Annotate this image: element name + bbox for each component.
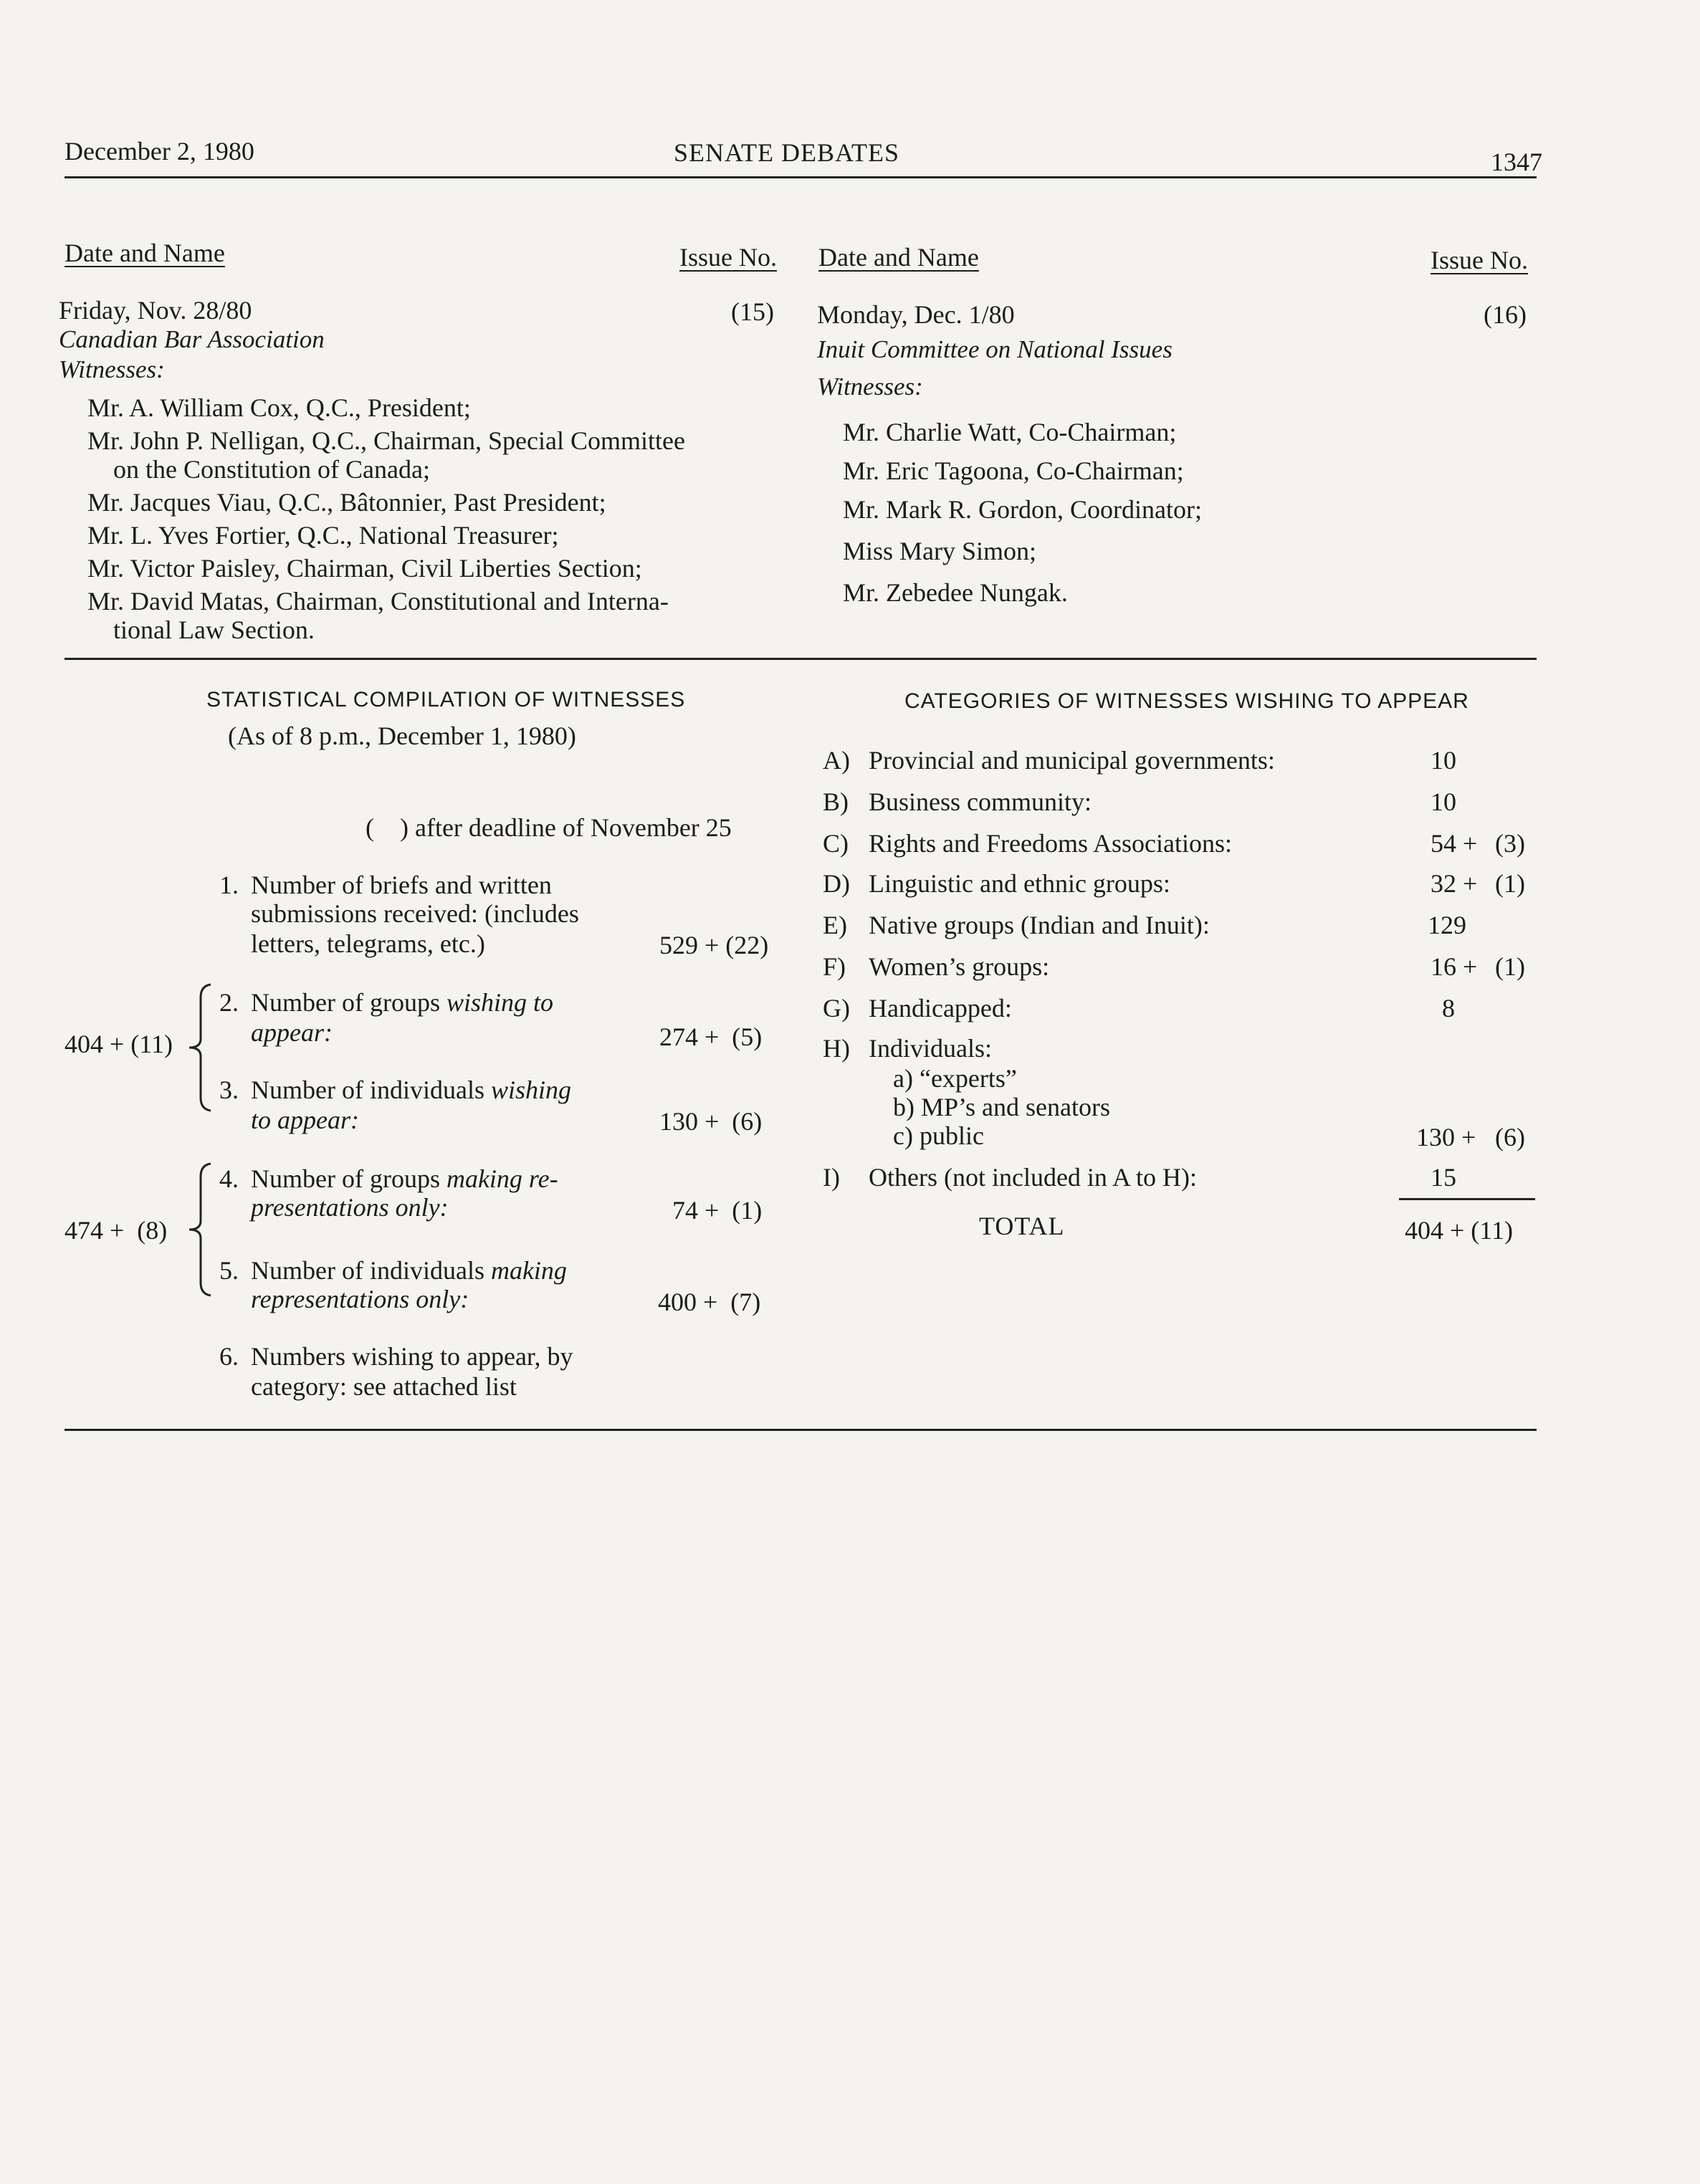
category-label: Linguistic and ethnic groups: — [869, 869, 1170, 898]
stats-item-text: Number of briefs and written — [251, 871, 552, 899]
stats-item-value: 529 + (22) — [659, 931, 769, 959]
stats-item-text: representations only: — [251, 1285, 469, 1313]
stats-item-text: presentations only: — [251, 1193, 449, 1222]
right-witness: Miss Mary Simon; — [843, 537, 1037, 565]
stats-item-number: 3. — [219, 1076, 239, 1104]
left-witnesses-label: Witnesses: — [59, 355, 165, 383]
stats-item-text: Number of individuals making — [251, 1256, 567, 1285]
left-witness: Mr. David Matas, Chairman, Constitutional and Interna- — [87, 587, 669, 616]
category-value: 15 — [1431, 1163, 1456, 1192]
stats-item-text: Number of groups wishing to — [251, 988, 553, 1017]
stats-legend: ( ) after deadline of November 25 — [366, 813, 732, 842]
stats-item-text: Number of groups making re- — [251, 1164, 558, 1193]
right-issue-number: (16) — [1484, 300, 1527, 329]
left-issue-number: (15) — [731, 297, 774, 326]
stats-item-text: category: see attached list — [251, 1372, 517, 1401]
total-rule — [1399, 1198, 1535, 1200]
category-value: 16 + — [1431, 952, 1478, 981]
header-date: December 2, 1980 — [65, 137, 254, 166]
category-label: Handicapped: — [869, 994, 1012, 1022]
categories-title: CATEGORIES OF WITNESSES WISHING TO APPEAR — [904, 689, 1469, 713]
left-meeting-date: Friday, Nov. 28/80 — [59, 296, 252, 325]
category-value: 10 — [1431, 787, 1456, 816]
right-date-name-header: Date and Name — [818, 243, 979, 272]
category-label: Individuals: — [869, 1034, 992, 1063]
left-date-name-header: Date and Name — [65, 239, 225, 267]
brace-total: 474 + (8) — [65, 1216, 168, 1245]
left-witness: Mr. John P. Nelligan, Q.C., Chairman, Special Committee — [87, 426, 685, 455]
category-letter: B) — [823, 787, 849, 816]
category-letter: A) — [823, 746, 850, 775]
category-label: Provincial and municipal governments: — [869, 746, 1275, 775]
category-late-count: (1) — [1495, 952, 1525, 981]
right-witness: Mr. Zebedee Nungak. — [843, 578, 1068, 607]
bottom-rule — [65, 1429, 1537, 1431]
category-letter: D) — [823, 869, 850, 898]
stats-item-text: to appear: — [251, 1106, 359, 1134]
brace-bracket — [185, 1162, 214, 1297]
category-value: 54 + — [1431, 829, 1478, 858]
stats-item-text: appear: — [251, 1018, 333, 1047]
category-letter: I) — [823, 1163, 840, 1192]
left-witness-continued: on the Constitution of Canada; — [113, 455, 430, 484]
category-letter: G) — [823, 994, 850, 1022]
category-letter: E) — [823, 911, 847, 939]
stats-item-number: 2. — [219, 988, 239, 1017]
right-witness: Mr. Mark R. Gordon, Coordinator; — [843, 495, 1202, 524]
total-value: 404 + (11) — [1405, 1216, 1513, 1245]
category-letter: H) — [823, 1034, 850, 1063]
category-label: Others (not included in A to H): — [869, 1163, 1197, 1192]
stats-item-number: 5. — [219, 1256, 239, 1285]
category-value: 129 — [1428, 911, 1466, 939]
category-value: 8 — [1442, 994, 1455, 1022]
individuals-sub: a) “experts” — [893, 1064, 1017, 1093]
category-letter: C) — [823, 829, 849, 858]
stats-item-number: 1. — [219, 871, 239, 899]
category-label: Rights and Freedoms Associations: — [869, 829, 1232, 858]
category-value: 130 + — [1416, 1123, 1476, 1151]
brace-total: 404 + (11) — [65, 1030, 173, 1058]
category-label: Native groups (Indian and Inuit): — [869, 911, 1210, 939]
stats-item-text: submissions received: (includes — [251, 899, 579, 928]
stats-item-value: 274 + (5) — [659, 1022, 763, 1051]
stats-item-value: 130 + (6) — [659, 1107, 763, 1136]
right-witness: Mr. Eric Tagoona, Co-Chairman; — [843, 456, 1184, 485]
category-label: Women’s groups: — [869, 952, 1050, 981]
category-label: Business community: — [869, 787, 1092, 816]
category-late-count: (6) — [1495, 1123, 1525, 1151]
category-late-count: (1) — [1495, 869, 1525, 898]
right-witness: Mr. Charlie Watt, Co-Chairman; — [843, 418, 1177, 446]
section-rule — [65, 658, 1537, 660]
left-witness: Mr. Victor Paisley, Chairman, Civil Liberties Section; — [87, 554, 642, 583]
right-meeting-date: Monday, Dec. 1/80 — [817, 300, 1015, 329]
total-label: TOTAL — [979, 1212, 1065, 1240]
page-number: 1347 — [1491, 148, 1542, 176]
left-organization: Canadian Bar Association — [59, 325, 325, 353]
category-late-count: (3) — [1495, 829, 1525, 858]
stats-item-value: 74 + (1) — [672, 1196, 763, 1225]
individuals-sub: c) public — [893, 1121, 984, 1150]
left-witness-continued: tional Law Section. — [113, 616, 315, 644]
stats-title: STATISTICAL COMPILATION OF WITNESSES — [206, 688, 686, 712]
left-witness: Mr. L. Yves Fortier, Q.C., National Treasurer; — [87, 521, 559, 550]
left-witness: Mr. Jacques Viau, Q.C., Bâtonnier, Past President; — [87, 488, 606, 517]
left-issue-header: Issue No. — [679, 243, 777, 272]
header-rule — [65, 176, 1537, 178]
stats-item-text: Numbers wishing to appear, by — [251, 1342, 573, 1371]
stats-item-text: letters, telegrams, etc.) — [251, 929, 485, 958]
category-value: 32 + — [1431, 869, 1478, 898]
brace-bracket — [185, 983, 214, 1112]
header-title: SENATE DEBATES — [674, 138, 900, 167]
right-organization: Inuit Committee on National Issues — [817, 335, 1173, 363]
left-witness: Mr. A. William Cox, Q.C., President; — [87, 393, 471, 422]
individuals-sub: b) MP’s and senators — [893, 1093, 1110, 1121]
stats-item-text: Number of individuals wishing — [251, 1076, 571, 1104]
stats-as-of: (As of 8 p.m., December 1, 1980) — [228, 722, 576, 750]
stats-item-number: 4. — [219, 1164, 239, 1193]
category-letter: F) — [823, 952, 846, 981]
category-value: 10 — [1431, 746, 1456, 775]
stats-item-number: 6. — [219, 1342, 239, 1371]
right-issue-header: Issue No. — [1431, 246, 1528, 274]
right-witnesses-label: Witnesses: — [817, 373, 923, 401]
stats-item-value: 400 + (7) — [658, 1288, 761, 1316]
